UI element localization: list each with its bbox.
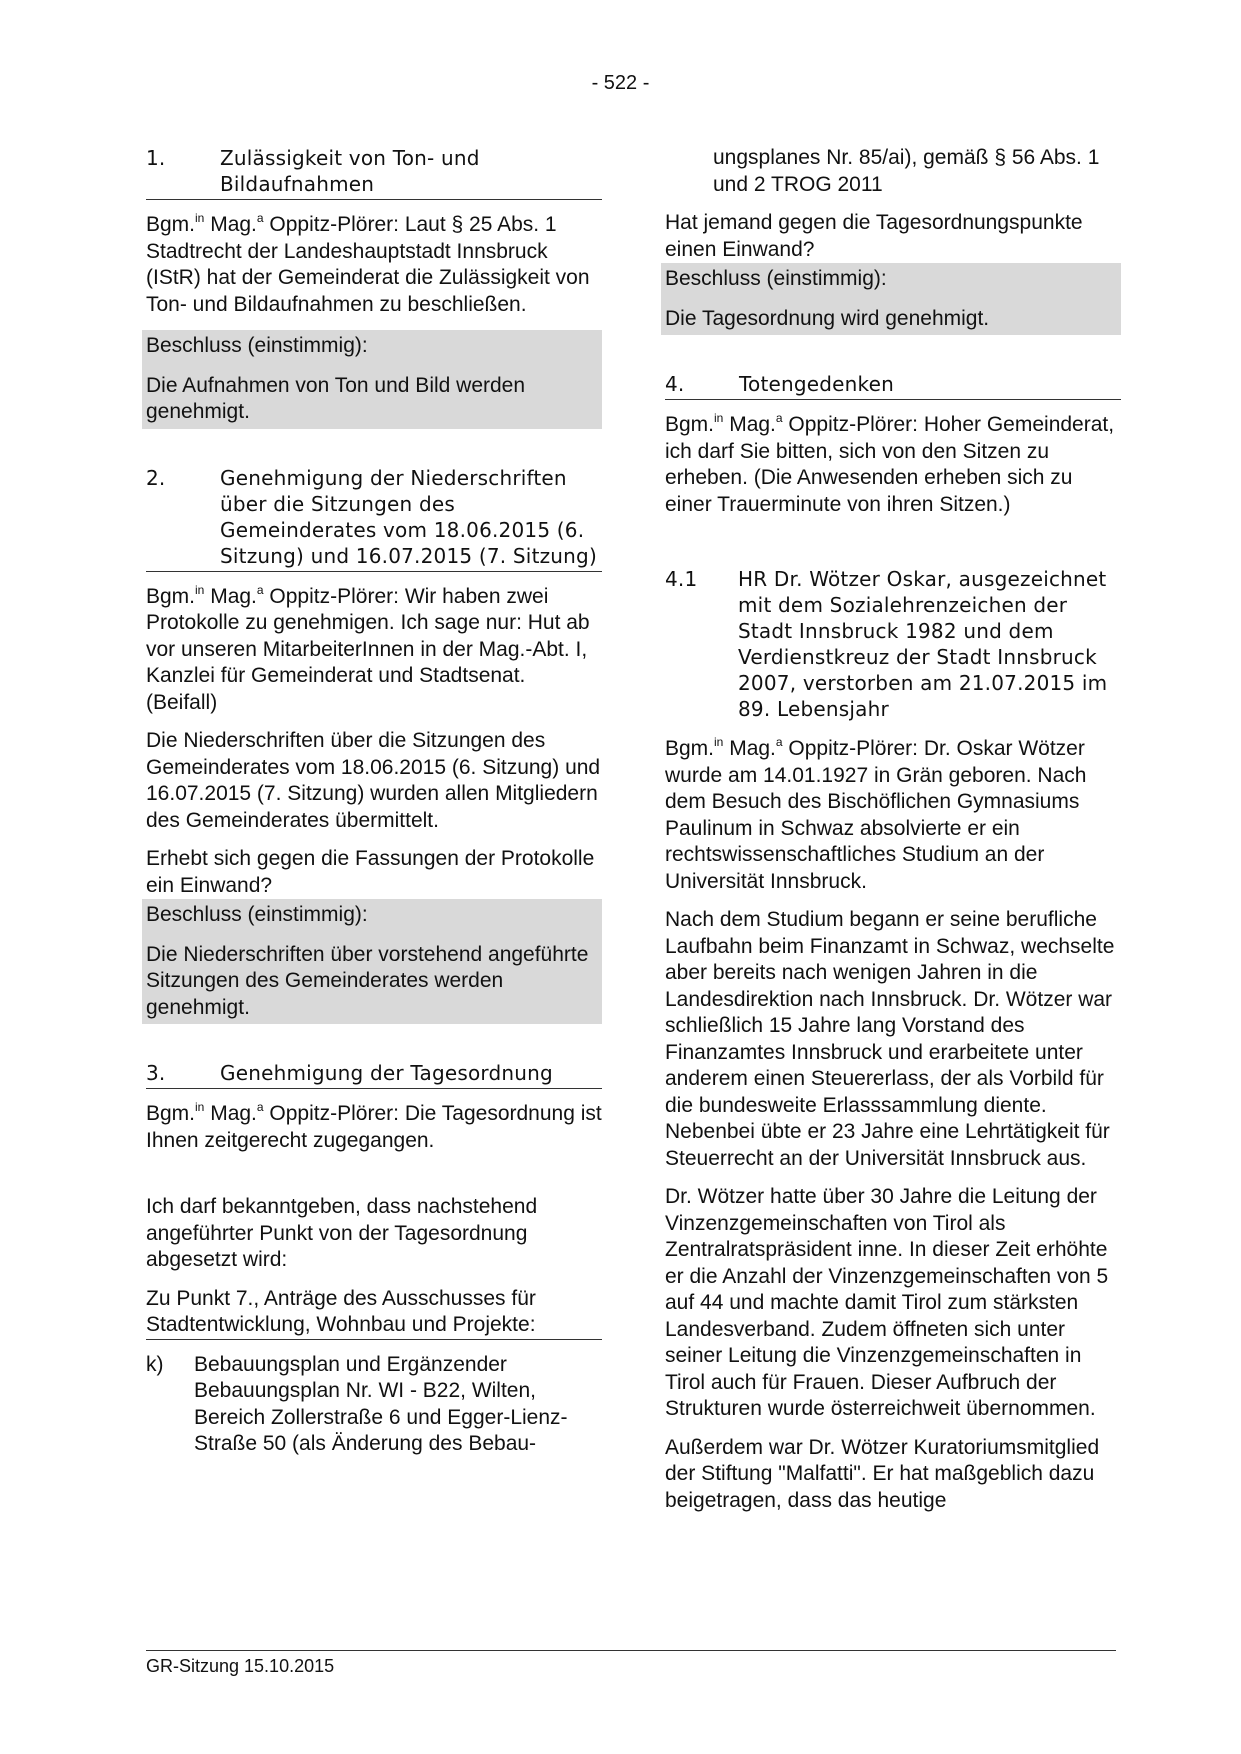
decision-text: Die Tagesordnung wird genehmigt. xyxy=(661,303,1121,336)
speech-paragraph: Bgm.$^{in}$ Mag.$^a$ Oppitz-Plörer: Die Tagesordnung ist Ihnen zeitgerecht zugegangen. xyxy=(146,1100,602,1152)
speech-paragraph: Bgm.$^{in}$ Mag.$^a$ Oppitz-Plörer: Hoher Gemeinderat, ich darf Sie bitten, sich von den Sitzen zu erheben. (Die Anwesenden erheben sich zu einer Trauerminute von ihren Sitzen.) xyxy=(665,411,1115,516)
speech-paragraph: Bgm.$^{in}$ Mag.$^a$ Oppitz-Plörer: Dr. Oskar Wötzer wurde am 14.01.1927 in Grän geboren. Nach dem Besuch des Bischöflichen Gymnasiums Paulinum in Schwaz absolvierte er ein rechtswissenschaftliches Studium an der Universität Innsbruck. xyxy=(665,735,1087,893)
speech-paragraph: Bgm.$^{in}$ Mag.$^a$ Oppitz-Plörer: Laut § 25 Abs. 1 Stadtrecht der Landeshauptstadt Innsbruck (IStR) hat der Gemeinderat die Zulässigkeit von Ton- und Bildaufnahmen zu beschließen. xyxy=(146,211,590,316)
body-paragraph: Ich darf bekanntgeben, dass nachstehend angeführter Punkt von der Tagesordnung abgesetzt wird: xyxy=(146,1195,538,1271)
agenda-item-continuation: ungsplanes Nr. 85/ai), gemäß § 56 Abs. 1 und 2 TROG 2011 xyxy=(713,146,1100,196)
footer-divider xyxy=(146,1650,1116,1651)
left-column xyxy=(146,145,602,1470)
decision-label: Beschluss (einstimmig): xyxy=(142,330,602,370)
agenda-item-k xyxy=(146,1352,602,1458)
speech-paragraph: Bgm.$^{in}$ Mag.$^a$ Oppitz-Plörer: Wir haben zwei Protokolle zu genehmigen. Ich sage nur: Hut ab vor unseren MitarbeiterInnen in der Mag.-Abt. I, Kanzlei für Gemeinderat und Stadtsenat. (Beifall) xyxy=(146,582,590,714)
decision-text: Die Aufnahmen von Ton und Bild werden genehmigt. xyxy=(142,370,602,429)
decision-label: Beschluss (einstimmig): xyxy=(142,899,602,939)
section-heading-4 xyxy=(665,371,1121,400)
section-heading-1 xyxy=(146,145,602,200)
section-title: Totengedenken xyxy=(739,372,895,396)
footer-text: GR-Sitzung 15.10.2015 xyxy=(146,1656,335,1676)
body-paragraph: Außerdem war Dr. Wötzer Kuratoriumsmitglied der Stiftung "Malfatti". Er hat maßgeblich dazu beigetragen, dass das heutige xyxy=(665,1435,1100,1512)
section-number: 2. xyxy=(146,465,166,490)
section-title: HR Dr. Wötzer Oskar, ausgezeichnet mit dem Sozialehrenzeichen der Stadt Innsbruck 1982 und dem Verdienstkreuz der Stadt Innsbruck 2007, verstorben am 21.07.2015 im 89. Lebensjahr xyxy=(738,567,1108,721)
right-column xyxy=(665,145,1121,1526)
section-number: 3. xyxy=(146,1061,166,1085)
speaker: Bgm.$^{in}$ Mag.$^a$ Oppitz-Plörer: xyxy=(146,211,399,236)
section-title: Genehmigung der Niederschriften über die Sitzungen des Gemeinderates vom 18.06.2015 (6. Sitzung) und 16.07.2015 (7. Sitzung) xyxy=(220,465,597,568)
body-paragraph: Die Niederschriften über die Sitzungen des Gemeinderates vom 18.06.2015 (6. Sitzung) und 16.07.2015 (7. Sitzung) wurden allen Mitgliedern des Gemeinderates übermittelt. xyxy=(146,729,601,832)
body-paragraph: Erhebt sich gegen die Fassungen der Protokolle ein Einwand? xyxy=(146,847,595,897)
section-title: Genehmigung der Tagesordnung xyxy=(220,1061,553,1085)
decision-label: Beschluss (einstimmig): xyxy=(661,263,1121,303)
speaker: Bgm.$^{in}$ Mag.$^a$ Oppitz-Plörer: xyxy=(665,411,918,436)
speaker: Bgm.$^{in}$ Mag.$^a$ Oppitz-Plörer: xyxy=(146,582,399,608)
speaker: Bgm.$^{in}$ Mag.$^a$ Oppitz-Plörer: xyxy=(665,735,918,760)
section-title: Zulässigkeit von Ton- und Bildaufnahmen xyxy=(220,146,480,196)
section-number: 4. xyxy=(665,372,685,396)
section-heading-2 xyxy=(146,465,602,572)
body-paragraph: Nach dem Studium begann er seine berufliche Laufbahn beim Finanzamt in Schwaz, wechselte aber bereits nach wenigen Jahren in die Landesdirektion nach Innsbruck. Dr. Wötzer war schließlich 15 Jahre lang Vorstand des Finanzamtes Innsbruck und erarbeitete unter anderem einen Steuererlass, der als Vorbild für die bundesweite Erlasssammlung diente. Nebenbei übte er 23 Jahre eine Lehrtätigkeit für Steuerrecht an der Universität Innsbruck aus. xyxy=(665,908,1115,1170)
section-heading-4-1 xyxy=(665,566,1121,724)
agenda-point-paragraph: Zu Punkt 7., Anträge des Ausschusses für Stadtentwicklung, Wohnbau und Projekte: xyxy=(146,1286,602,1340)
item-key: k) xyxy=(146,1352,164,1376)
item-text: Bebauungsplan und Ergänzender Bebauungsplan Nr. WI - B22, Wilten, Bereich Zollerstraße 6 und Egger-Lienz-Straße 50 (als Änderung des Bebau- xyxy=(194,1352,568,1455)
section-heading-3 xyxy=(146,1060,602,1089)
section-number: 1. xyxy=(146,146,166,170)
speaker: Bgm.$^{in}$ Mag.$^a$ Oppitz-Plörer: xyxy=(146,1100,399,1125)
body-paragraph: Dr. Wötzer hatte über 30 Jahre die Leitung der Vinzenzgemeinschaften von Tirol als Zentralratspräsident inne. In dieser Zeit erhöhte er die Anzahl der Vinzenzgemeinschaften von 5 auf 44 und machte damit Tirol zum stärksten Landesverband. Zudem öffneten sich unter seiner Leitung die Vinzenzgemeinschaften in Tirol auch für Frauen. Dieser Aufbruch der Strukturen wurde österreichweit übernommen. xyxy=(665,1185,1109,1420)
decision-text: Die Niederschriften über vorstehend angeführte Sitzungen des Gemeinderates werden genehmigt. xyxy=(142,939,602,1025)
body-paragraph: Hat jemand gegen die Tagesordnungspunkte einen Einwand? xyxy=(665,211,1083,261)
page-number: - 522 - xyxy=(591,72,650,94)
section-number: 4.1 xyxy=(665,567,698,591)
